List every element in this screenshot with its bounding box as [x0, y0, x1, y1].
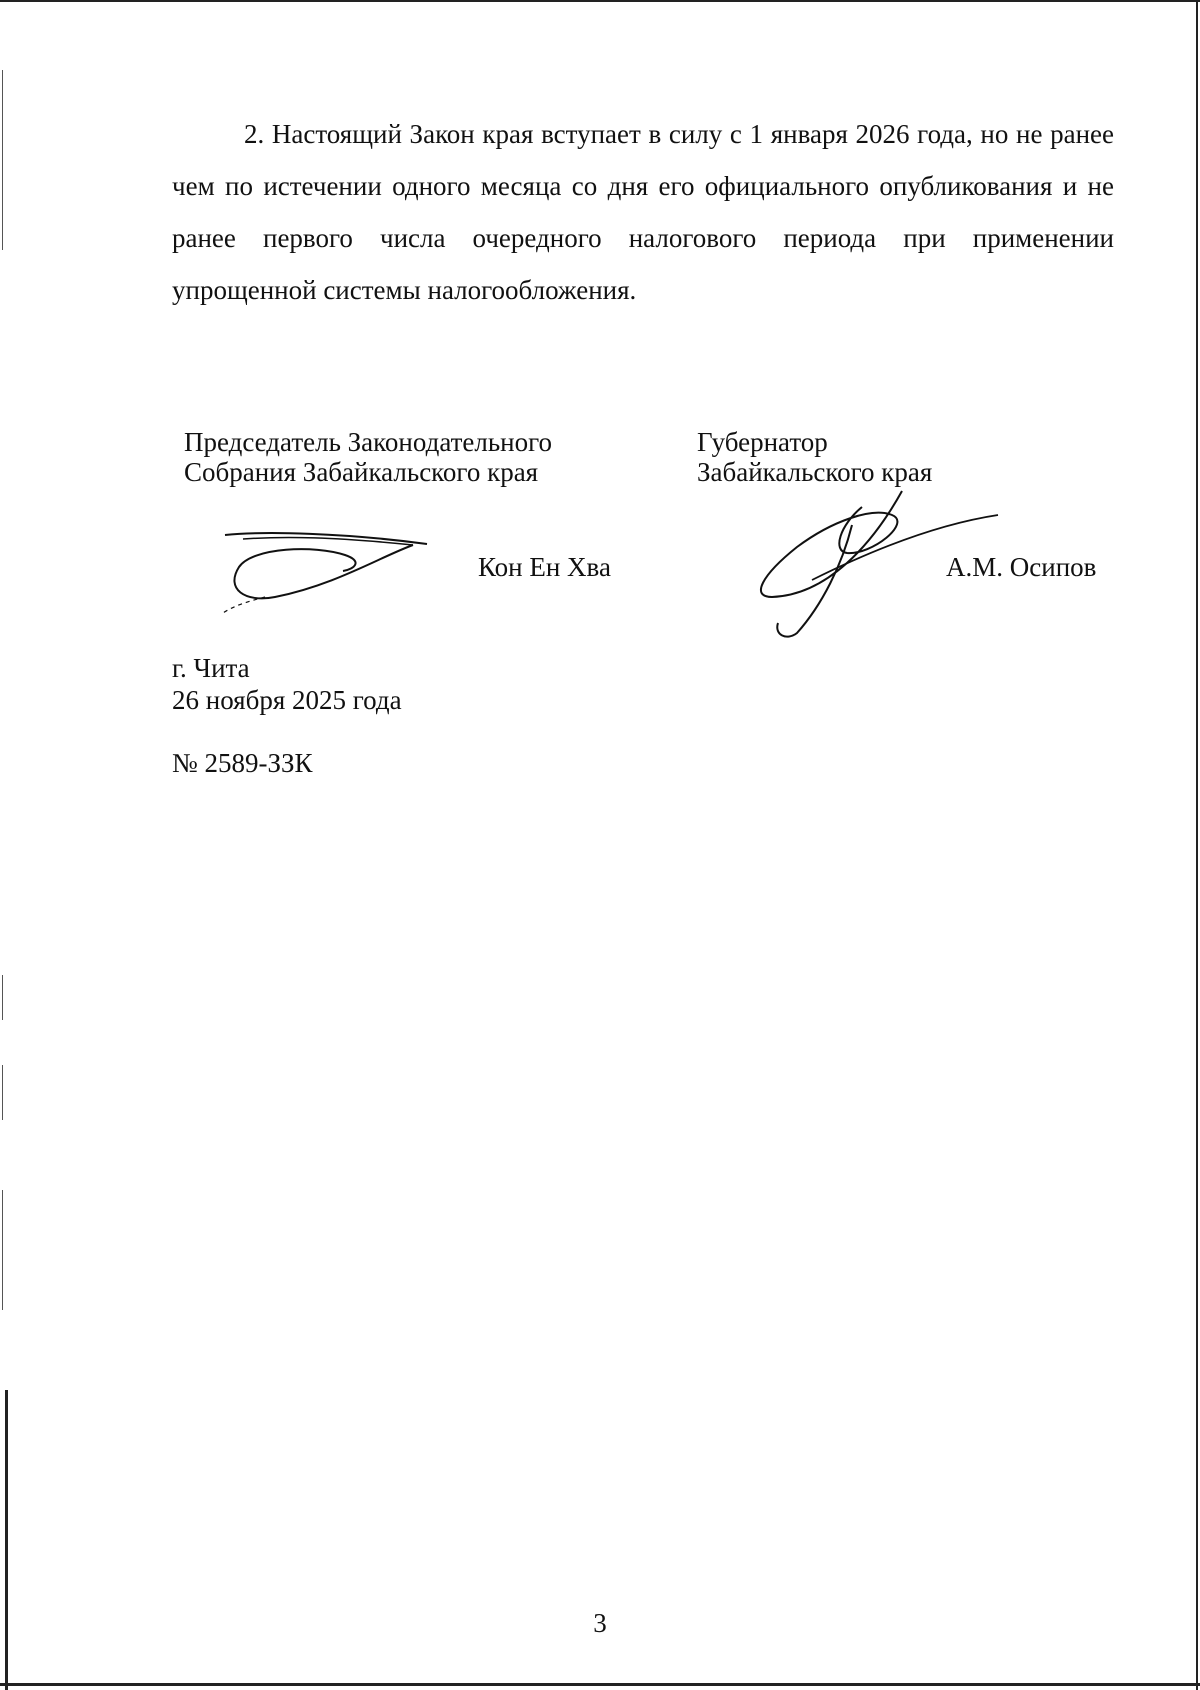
left-signatory-name: Кон Ен Хва [478, 552, 611, 582]
left-signatory-title [184, 427, 552, 487]
place-and-date [172, 652, 402, 716]
place: г. Чита [172, 653, 250, 683]
scan-border-bottom [0, 1683, 1200, 1686]
left-signatory-title-line1: Председатель Законодательного [184, 427, 553, 457]
scan-artifact-tick [2, 70, 3, 250]
left-signature-icon [205, 525, 435, 620]
scan-artifact-tick [2, 975, 3, 1020]
right-signatory-title-line1: Губернатор [697, 427, 828, 457]
right-signatory-name: А.М. Осипов [946, 552, 1097, 582]
page-number: 3 [593, 1608, 607, 1638]
scan-border-right [1196, 0, 1198, 1690]
scan-border-left [5, 1390, 8, 1690]
right-signatory-title [697, 427, 932, 487]
scan-border-top [0, 0, 1200, 2]
right-signatory-title-line2: Забайкальского края [697, 457, 933, 487]
law-number: № 2589-ЗЗК [172, 748, 313, 778]
scan-artifact-tick [2, 1065, 3, 1120]
scan-artifact-tick [2, 1190, 3, 1310]
date: 26 ноября 2025 года [172, 685, 402, 715]
law-paragraph: 2. Настоящий Закон края вступает в силу с 1 января 2026 года, но не ранее чем по истечении одного месяца со дня его официального опубликования и не ранее первого числа очередного налогового периода при применении упрощенной системы налогообложения. [172, 119, 1114, 305]
left-signatory-title-line2: Собрания Забайкальского края [184, 457, 539, 487]
